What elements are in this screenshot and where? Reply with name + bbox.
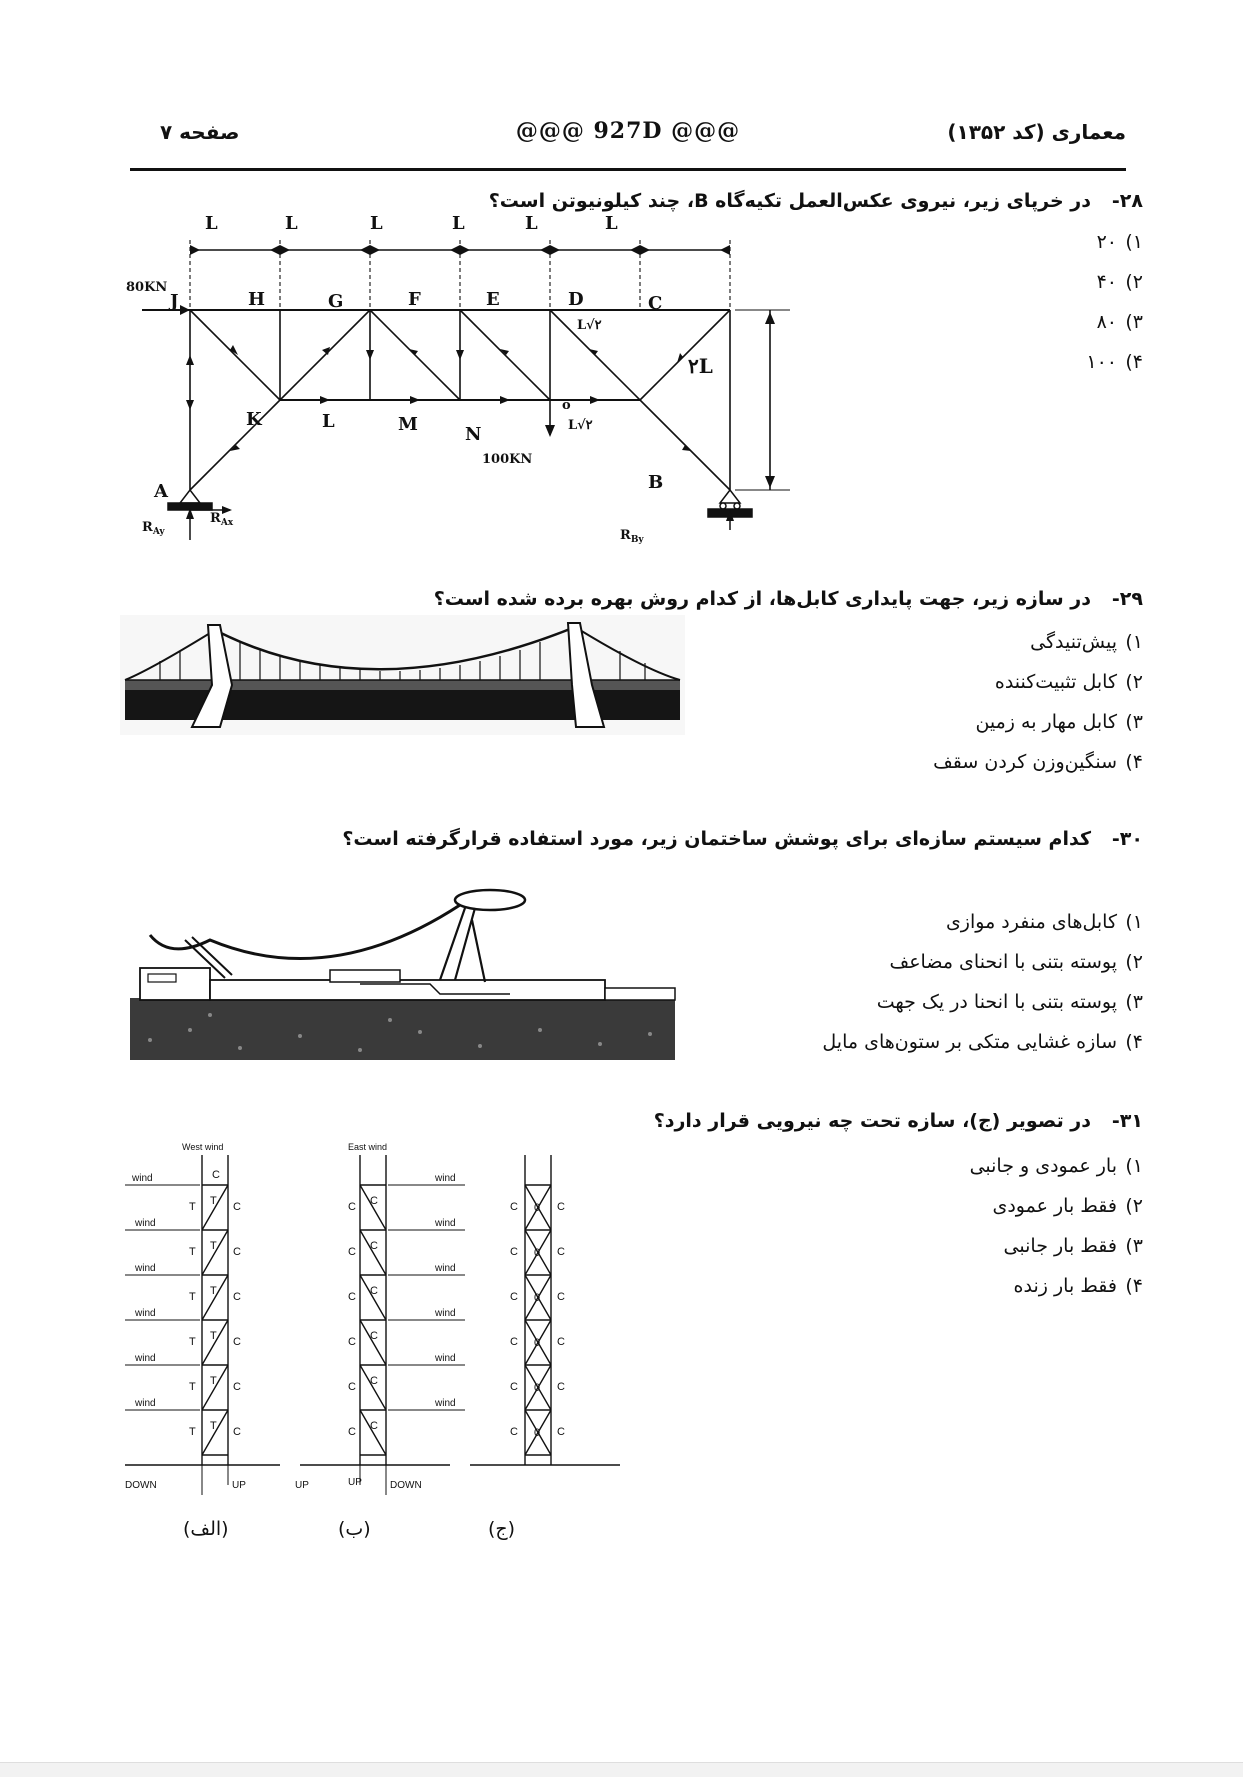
question-text: در سازه زیر، جهت پایداری کابل‌ها، از کدام روش بهره برده شده است؟ <box>433 588 1091 610</box>
tension-label: T <box>189 1381 196 1393</box>
compression-label: C <box>510 1246 518 1258</box>
option-number: ۳) <box>1125 991 1143 1013</box>
option-text: ۲۰ <box>1096 231 1117 253</box>
wind-label: wind <box>435 1308 456 1319</box>
compression-label: C <box>510 1201 518 1213</box>
wind-label: wind <box>135 1308 156 1319</box>
option[interactable] <box>1086 342 1143 382</box>
span-label: L <box>205 213 218 234</box>
header-divider <box>130 168 1126 171</box>
span-label: L <box>605 213 618 234</box>
tension-label: T <box>189 1426 196 1438</box>
compression-label: C <box>510 1291 518 1303</box>
compression-label: C <box>348 1336 356 1348</box>
compression-label: C <box>233 1381 241 1393</box>
load-label: 80KN <box>126 280 168 295</box>
tension-label: T <box>210 1285 217 1297</box>
compression-label: C <box>212 1169 220 1181</box>
exam-title: معماری (کد ۱۳۵۲) <box>947 120 1126 144</box>
compression-label: C <box>370 1285 378 1297</box>
compression-label: C <box>348 1246 356 1258</box>
compression-label: C <box>233 1426 241 1438</box>
option-number: ۳) <box>1125 311 1143 333</box>
option-text: سنگین‌وزن کردن سقف <box>933 751 1117 773</box>
compression-label: C <box>557 1381 565 1393</box>
question-number: ۲۸- <box>1111 190 1143 212</box>
compression-label: C <box>348 1381 356 1393</box>
member-length-label: L√۲ <box>577 318 602 333</box>
span-label: L <box>525 213 538 234</box>
figure-label-alef: (الف) <box>183 1518 229 1540</box>
option-text: ۱۰۰ <box>1086 351 1117 373</box>
option[interactable] <box>970 1146 1143 1186</box>
tension-label: T <box>210 1330 217 1342</box>
node-label: H <box>248 289 266 310</box>
up-label: UP <box>232 1480 246 1491</box>
compression-label: C <box>233 1291 241 1303</box>
option-text: کابل تثبیت‌کننده <box>994 671 1117 693</box>
node-label: F <box>408 289 421 310</box>
node-label: o <box>562 398 571 413</box>
node-label: N <box>465 424 482 445</box>
exam-code: @@@ 927D @@@ <box>515 118 741 144</box>
page-header <box>130 112 1126 152</box>
option[interactable] <box>970 1186 1143 1226</box>
wind-label: wind <box>135 1398 156 1409</box>
tension-label: T <box>189 1246 196 1258</box>
options-29 <box>933 622 1143 782</box>
option-number: ۱) <box>1125 631 1143 653</box>
option-text: پوسته بتنی با انحنای مضاعف <box>889 951 1117 973</box>
compression-label: C <box>233 1246 241 1258</box>
option[interactable] <box>822 982 1143 1022</box>
option-number: ۲) <box>1125 951 1143 973</box>
option-number: ۱) <box>1125 1155 1143 1177</box>
compression-label: C <box>510 1336 518 1348</box>
member-length-label: L√۲ <box>568 418 593 433</box>
wind-label: wind <box>135 1218 156 1229</box>
option-text: کابل‌های منفرد موازی <box>945 911 1117 933</box>
option-text: پوسته بتنی با انحنا در یک جهت <box>876 991 1117 1013</box>
option-text: فقط بار زنده <box>1013 1275 1117 1297</box>
zero-force-label: 0 <box>534 1202 541 1214</box>
span-label: L <box>452 213 465 234</box>
options-31 <box>970 1146 1143 1306</box>
down-label: DOWN <box>125 1480 157 1491</box>
span-label: L <box>285 213 298 234</box>
question-text: در تصویر (ج)، سازه تحت چه نیرویی قرار دارد؟ <box>653 1110 1091 1132</box>
reaction-label: $R_{Ay}$ <box>142 520 165 537</box>
compression-label: C <box>348 1426 356 1438</box>
truss-diagram <box>126 213 790 555</box>
option[interactable] <box>933 622 1143 662</box>
tower-b <box>300 1155 465 1495</box>
suspension-bridge-illustration <box>120 615 685 735</box>
option-text: ۸۰ <box>1096 311 1117 333</box>
option-text: بار عمودی و جانبی <box>969 1155 1117 1177</box>
figure-label-jim: (ج) <box>488 1518 516 1540</box>
compression-label: C <box>370 1195 378 1207</box>
compression-label: C <box>348 1291 356 1303</box>
wind-label: wind <box>435 1263 456 1274</box>
node-label: D <box>568 289 584 310</box>
wind-label: wind <box>435 1353 456 1364</box>
option-number: ۲) <box>1125 1195 1143 1217</box>
option[interactable] <box>933 742 1143 782</box>
figure-label-be: (ب) <box>338 1518 371 1540</box>
node-label: M <box>398 414 418 435</box>
page-number: صفحه ۷ <box>160 120 240 144</box>
support-label: A <box>154 481 168 502</box>
question-31 <box>654 1110 1143 1132</box>
question-28 <box>489 190 1143 212</box>
option[interactable] <box>822 902 1143 942</box>
tower-c <box>470 1155 620 1465</box>
up-label: UP <box>295 1480 309 1491</box>
tower-diagrams <box>120 1140 640 1491</box>
up-label: UP <box>348 1477 362 1488</box>
node-label: J <box>170 291 179 312</box>
compression-label: C <box>510 1426 518 1438</box>
support-label: B <box>648 472 664 493</box>
wind-label: wind <box>435 1218 456 1229</box>
compression-label: C <box>348 1201 356 1213</box>
options-30 <box>822 902 1143 1062</box>
tension-label: T <box>210 1240 217 1252</box>
option-text: ۴۰ <box>1096 271 1117 293</box>
node-label: L <box>322 411 335 432</box>
compression-label: C <box>557 1246 565 1258</box>
tower-a <box>125 1155 280 1495</box>
zero-force-label: 0 <box>534 1382 541 1394</box>
tension-label: T <box>189 1201 196 1213</box>
question-text: کدام سیستم سازه‌ای برای پوشش ساختمان زیر، مورد استفاده قرارگرفته است؟ <box>342 828 1091 850</box>
compression-label: C <box>233 1201 241 1213</box>
zero-force-label: 0 <box>534 1427 541 1439</box>
wind-label: wind <box>435 1173 456 1184</box>
option[interactable] <box>933 702 1143 742</box>
option-number: ۳) <box>1125 711 1143 733</box>
wind-label: wind <box>132 1173 153 1184</box>
option-number: ۲) <box>1125 271 1143 293</box>
option-number: ۴) <box>1125 751 1143 773</box>
wind-label: wind <box>135 1263 156 1274</box>
compression-label: C <box>370 1420 378 1432</box>
reaction-label: $R_{By}$ <box>620 528 644 545</box>
zero-force-label: 0 <box>534 1292 541 1304</box>
option[interactable] <box>970 1266 1143 1306</box>
option[interactable] <box>822 1022 1143 1062</box>
tension-label: T <box>189 1291 196 1303</box>
node-label: G <box>328 291 344 312</box>
question-30 <box>342 828 1143 850</box>
option-number: ۱) <box>1125 911 1143 933</box>
tension-label: T <box>210 1375 217 1387</box>
option-number: ۴) <box>1125 1275 1143 1297</box>
options-28 <box>1086 222 1143 382</box>
tension-label: T <box>189 1336 196 1348</box>
option-text: فقط بار جانبی <box>1003 1235 1117 1257</box>
option[interactable] <box>1086 262 1143 302</box>
compression-label: C <box>370 1330 378 1342</box>
load-label: 100KN <box>482 452 533 467</box>
option-text: پیش‌تنیدگی <box>1030 631 1117 653</box>
option[interactable] <box>1086 222 1143 262</box>
down-label: DOWN <box>390 1480 422 1491</box>
page-footer-band <box>0 1762 1243 1777</box>
option[interactable] <box>933 662 1143 702</box>
compression-label: C <box>557 1201 565 1213</box>
question-29 <box>434 588 1143 610</box>
compression-label: C <box>557 1291 565 1303</box>
compression-label: C <box>370 1240 378 1252</box>
compression-label: C <box>510 1381 518 1393</box>
option[interactable] <box>1086 302 1143 342</box>
option-number: ۴) <box>1125 1031 1143 1053</box>
question-number: ۳۱- <box>1111 1110 1143 1132</box>
option-text: فقط بار عمودی <box>992 1195 1117 1217</box>
question-text: در خرپای زیر، نیروی عکس‌العمل تکیه‌گاه B، چند کیلونیوتن است؟ <box>488 190 1091 212</box>
option-number: ۳) <box>1125 1235 1143 1257</box>
zero-force-label: 0 <box>534 1247 541 1259</box>
option-text: کابل مهار به زمین <box>975 711 1117 733</box>
option-number: ۴) <box>1125 351 1143 373</box>
node-label: E <box>486 289 500 310</box>
reaction-label: $R_{Ax}$ <box>210 511 234 528</box>
compression-label: C <box>557 1426 565 1438</box>
wind-label: wind <box>435 1398 456 1409</box>
option[interactable] <box>822 942 1143 982</box>
tower-b-title: East wind <box>348 1142 388 1152</box>
tower-a-title: West wind <box>182 1142 224 1152</box>
option-text: سازه غشایی متکی بر ستون‌های مایل <box>822 1031 1117 1053</box>
height-label: ۲L <box>688 354 713 378</box>
tension-label: T <box>210 1195 217 1207</box>
compression-label: C <box>370 1375 378 1387</box>
node-label: C <box>648 293 663 314</box>
tension-label: T <box>210 1420 217 1432</box>
question-number: ۲۹- <box>1111 588 1143 610</box>
span-label: L <box>370 213 383 234</box>
zero-force-label: 0 <box>534 1337 541 1349</box>
compression-label: C <box>557 1336 565 1348</box>
question-number: ۳۰- <box>1111 828 1143 850</box>
option-number: ۱) <box>1125 231 1143 253</box>
node-label: K <box>246 409 262 430</box>
membrane-roof-illustration <box>130 880 675 1060</box>
wind-label: wind <box>135 1353 156 1364</box>
compression-label: C <box>233 1336 241 1348</box>
option[interactable] <box>970 1226 1143 1266</box>
option-number: ۲) <box>1125 671 1143 693</box>
